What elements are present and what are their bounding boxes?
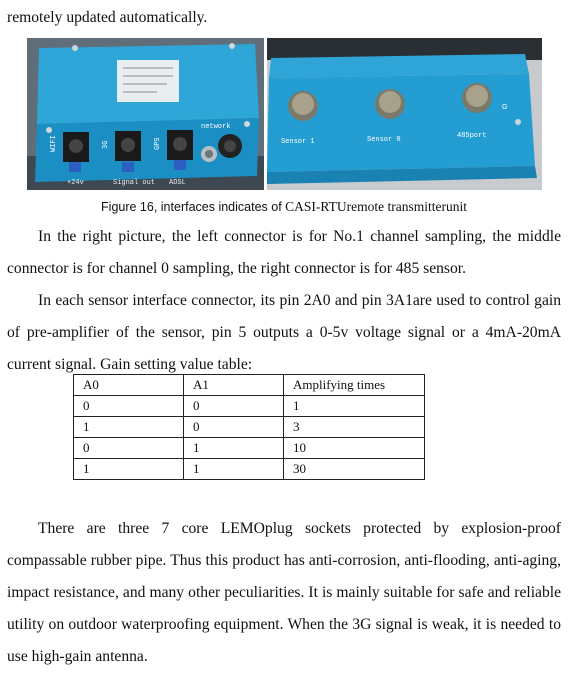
figure-caption — [0, 199, 568, 215]
table-header-row — [74, 375, 425, 396]
network-label: network — [201, 123, 231, 131]
sensor1-label: Sensor 1 — [281, 138, 315, 146]
adsl-label: ADSL — [169, 179, 186, 187]
table-cell: 1 — [74, 417, 184, 438]
device-photos — [27, 38, 542, 190]
table-row — [74, 459, 425, 480]
paragraph-gain: In each sensor interface connector, its pin 2A0 and pin 3A1are used to control gain of pre-amplifier of the sensor, pin 5 outputs a 0-5v voltage signal or a 4mA-20mA current signal. Gain setting value table: — [7, 292, 561, 373]
table-cell: 0 — [74, 438, 184, 459]
paragraph-connectors: In the right picture, the left connector is for No.1 channel sampling, the middle connector is for channel 0 sampling, the right connector is for 485 sensor. — [7, 228, 561, 277]
gps-label: GPS — [154, 137, 162, 150]
table-cell: 30 — [284, 459, 425, 480]
device-photo-right — [267, 38, 542, 190]
table-row — [74, 396, 425, 417]
3g-label: 3G — [102, 140, 110, 149]
transmitter-side-illustration — [267, 38, 542, 190]
power-label: +24v — [67, 179, 84, 187]
table-cell: 1 — [284, 396, 425, 417]
table-row — [74, 438, 425, 459]
intro-tail-text: remotely updated automatically. — [7, 9, 208, 26]
table-cell: 0 — [184, 396, 284, 417]
table-cell: 10 — [284, 438, 425, 459]
port485-label: 485port — [457, 132, 487, 140]
table-cell: 0 — [74, 396, 184, 417]
transmitter-front-illustration — [27, 38, 264, 190]
wifi-label: WIFI — [50, 135, 58, 152]
caption-model: CASI-RTU — [285, 199, 347, 214]
table-cell: 3 — [284, 417, 425, 438]
table-cell: 0 — [184, 417, 284, 438]
table-cell: 1 — [74, 459, 184, 480]
table-cell: 1 — [184, 438, 284, 459]
caption-suffix: remote transmitterunit — [346, 199, 467, 214]
sensor0-label: Sensor 0 — [367, 136, 401, 144]
table-header-cell: A0 — [74, 375, 184, 396]
gain-setting-table — [73, 374, 425, 480]
caption-prefix: Figure 16, interfaces indicates of — [101, 200, 286, 214]
table-header-cell: A1 — [184, 375, 284, 396]
table-row — [74, 417, 425, 438]
device-photo-left — [27, 38, 264, 190]
svg-text:G: G — [502, 104, 508, 111]
table-cell: 1 — [184, 459, 284, 480]
paragraph-sockets: There are three 7 core LEMOplug sockets protected by explosion-proof compassable rubber pipe. Thus this product has anti-corrosion, anti-flooding, anti-aging, impact resistance, and many other peculiarities. It is mainly suitable for safe and reliable utility on outdoor waterproofing equipment. When the 3G signal is weak, it is needed to use high-gain antenna. — [7, 520, 561, 665]
signal-out-label: Signal out — [113, 179, 156, 187]
table-header-cell: Amplifying times — [284, 375, 425, 396]
